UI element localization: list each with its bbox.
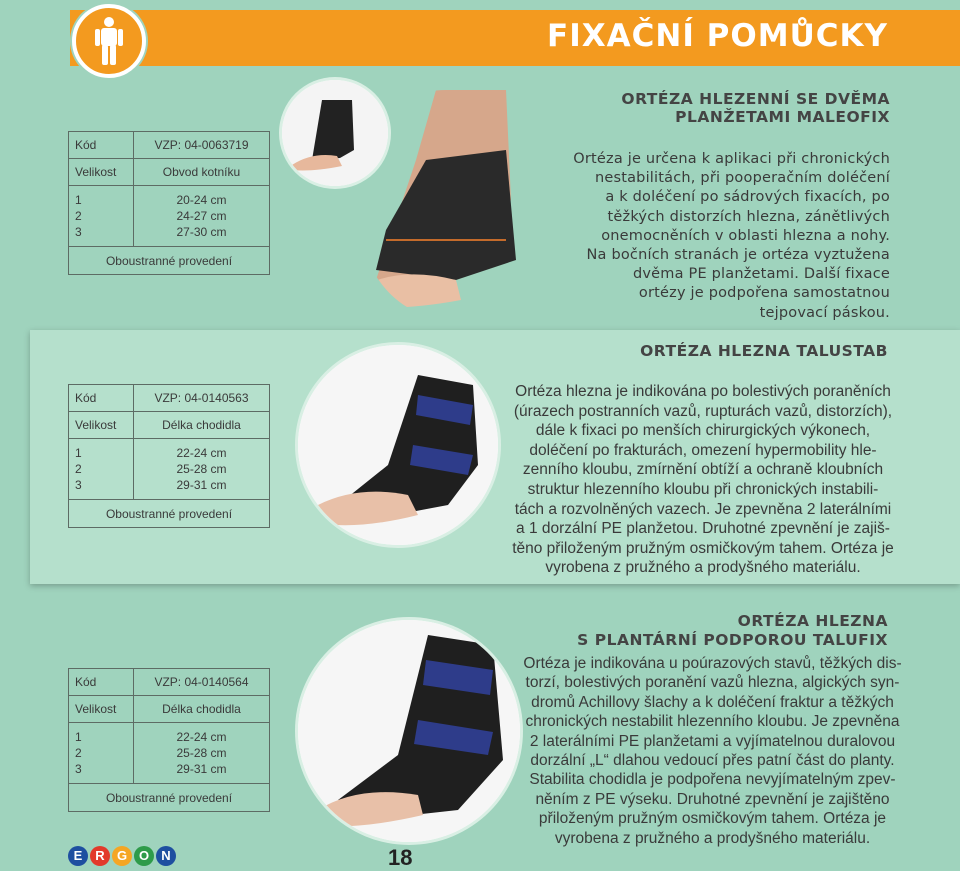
range-item: 25-28 cm	[176, 746, 227, 760]
description-line: 2 laterálními PE planžetami a vyjímatelnou duralovou	[529, 732, 896, 750]
description-line: tejpovací páskou.	[759, 304, 890, 321]
description-line: doléčení po frakturách, omezení hypermobility hle-	[529, 441, 877, 459]
brand-letter: E	[68, 846, 88, 866]
description-line: Na bočních stranách je ortéza vyztužena	[586, 247, 890, 264]
size-list	[69, 186, 134, 247]
size-item: 3	[75, 225, 82, 239]
description-line: (úrazech postranních vazů, rupturách vazů, distorzích),	[513, 402, 893, 420]
size-label: Velikost	[69, 159, 134, 186]
size-item: 2	[75, 462, 82, 476]
spec-table-2	[68, 384, 270, 528]
code-value: VZP: 04-0140564	[134, 669, 270, 696]
range-item: 20-24 cm	[176, 193, 227, 207]
range-item: 29-31 cm	[176, 478, 227, 492]
product-title-line: ORTÉZA HLEZNA	[737, 612, 888, 630]
page-number: 18	[388, 845, 413, 870]
description-line: Ortéza hlezna je indikována po bolestivých poraněních	[515, 383, 891, 400]
table-footer: Oboustranné provedení	[69, 784, 270, 812]
product-title-talustab	[640, 342, 888, 360]
range-item: 29-31 cm	[176, 762, 227, 776]
description-line: dromů Achillovy šlachy a k doléčení fraktur a těžkých	[531, 693, 894, 711]
measure-label: Délka chodidla	[134, 412, 270, 439]
description-line: těžkých distorzích hlezna, zánětlivých	[607, 208, 890, 225]
description-line: chronických nestabilit hlezenního kloubu. Je zpevněna	[525, 713, 900, 731]
size-item: 1	[75, 193, 82, 207]
code-label: Kód	[69, 669, 134, 696]
description-line: a k doléčení po sádrových fixacích, po	[605, 189, 890, 206]
size-item: 2	[75, 746, 82, 760]
description-line: Stabilita chodidla je podpořena nevyjímatelným zpev-	[529, 771, 896, 789]
description-line: dále k fixaci po menších chirurgických výkonech,	[535, 422, 871, 440]
description-line: tách a rozvolněných vazech. Je zpevněna 2 laterálními	[514, 500, 892, 518]
spec-table-1	[68, 131, 270, 275]
product-title-maleofix	[621, 90, 890, 126]
code-label: Kód	[69, 132, 134, 159]
product-photo-maleofix-large	[356, 90, 534, 318]
description-line: přiloženým pružným osmičkovým tahem. Ortéza je	[538, 810, 887, 828]
range-item: 27-30 cm	[176, 225, 227, 239]
description-line: onemocněních v oblasti hlezna a nohy.	[601, 227, 890, 244]
size-item: 3	[75, 478, 82, 492]
description-line: struktur hlezenního kloubu při chronických instabili-	[527, 480, 879, 498]
size-list	[69, 439, 134, 500]
product-photo-talustab	[298, 345, 498, 545]
range-item: 25-28 cm	[176, 462, 227, 476]
table-footer: Oboustranné provedení	[69, 247, 270, 275]
product-title-talufix	[577, 612, 888, 650]
brand-letter: R	[90, 846, 110, 866]
description-line: torzí, bolestivých poranění vazů hlezna, algických syn-	[525, 674, 900, 692]
brand-letter: N	[156, 846, 176, 866]
range-item: 22-24 cm	[176, 446, 227, 460]
code-label: Kód	[69, 385, 134, 412]
product-description-talufix	[520, 654, 905, 848]
category-logo	[72, 4, 146, 78]
product-title-line: S PLANTÁRNÍ PODPOROU TALUFIX	[577, 631, 888, 649]
description-line: a 1 dorzální PE planžetou. Druhotné zpevnění je zajiš-	[516, 520, 890, 538]
product-description-maleofix	[573, 150, 890, 323]
product-description-talustab	[508, 382, 898, 578]
code-value: VZP: 04-0063719	[134, 132, 270, 159]
size-item: 2	[75, 209, 82, 223]
person-figure-icon	[89, 16, 129, 66]
description-line: těno přiloženým pružným osmičkovým tahem. Ortéza je	[512, 539, 894, 557]
range-list	[134, 439, 270, 500]
measure-label: Délka chodidla	[134, 696, 270, 723]
description-line: Ortéza je určena k aplikaci při chronických	[573, 151, 890, 167]
brand-letter: O	[134, 846, 154, 866]
size-item: 3	[75, 762, 82, 776]
brand-logo	[68, 846, 176, 866]
measure-label: Obvod kotníku	[134, 159, 270, 186]
product-photo-talufix	[298, 620, 520, 842]
range-list	[134, 186, 270, 247]
product-title-line: ORTÉZA HLEZNA TALUSTAB	[640, 342, 888, 360]
description-line: ortézy je podpořena samostatnou	[638, 285, 890, 302]
size-item: 1	[75, 446, 82, 460]
page-title: FIXAČNÍ POMŮCKY	[547, 18, 888, 54]
table-footer: Oboustranné provedení	[69, 500, 270, 528]
range-list	[134, 723, 270, 784]
spec-table-3	[68, 668, 270, 812]
code-value: VZP: 04-0140563	[134, 385, 270, 412]
description-line: nestabilitách, při pooperačním doléčení	[594, 170, 890, 187]
description-line: zenního kloubu, zmírnění obtíží a ochraně kloubních	[522, 461, 884, 479]
range-item: 22-24 cm	[176, 730, 227, 744]
description-line: dvěma PE planžetami. Další fixace	[633, 266, 890, 283]
description-line: něním z PE výseku. Druhotné zpevnění je zajištěno	[535, 790, 890, 808]
description-line: dorzální „L“ dlahou vedoucí přes patní část do planty.	[530, 752, 895, 770]
size-item: 1	[75, 730, 82, 744]
size-list	[69, 723, 134, 784]
description-line: vyrobena z pružného a prodyšného materiálu.	[554, 829, 871, 847]
product-title-line: ORTÉZA HLEZENNÍ SE DVĚMA	[621, 90, 890, 108]
product-title-line: PLANŽETAMI MALEOFIX	[675, 108, 890, 126]
description-line: vyrobena z pružného a prodyšného materiálu.	[545, 559, 861, 577]
range-item: 24-27 cm	[176, 209, 227, 223]
size-label: Velikost	[69, 412, 134, 439]
size-label: Velikost	[69, 696, 134, 723]
description-line: Ortéza je indikována u poúrazových stavů, těžkých dis-	[523, 655, 902, 672]
brand-letter: G	[112, 846, 132, 866]
